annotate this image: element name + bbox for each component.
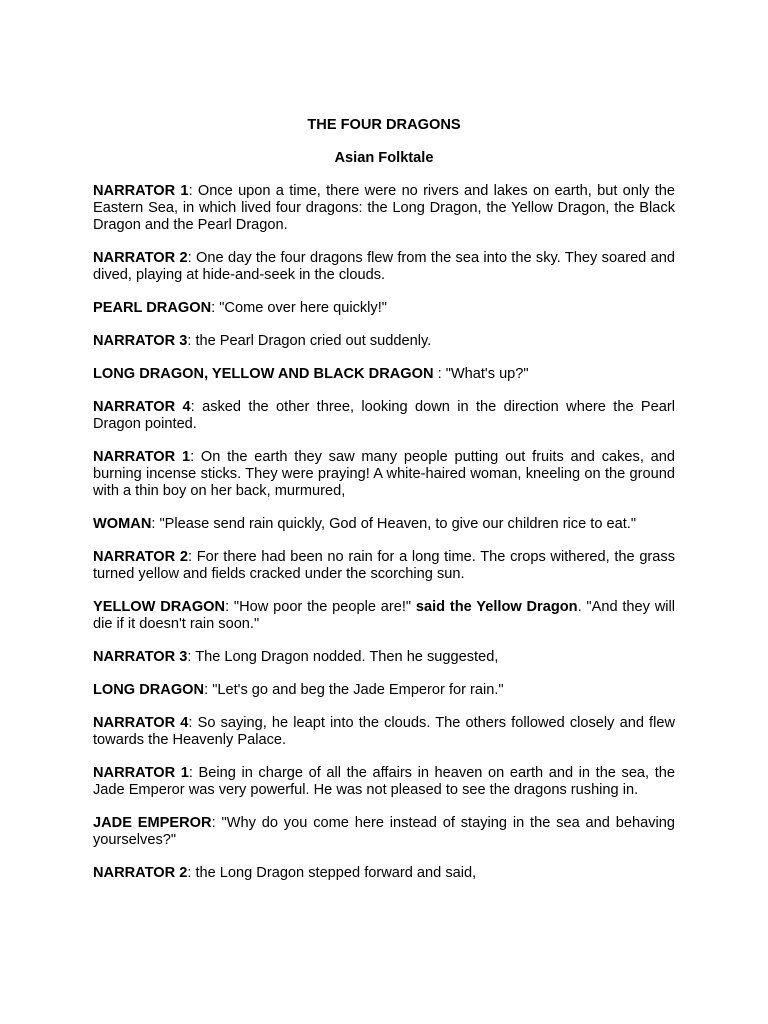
- speaker-label: LONG DRAGON, YELLOW AND BLACK DRAGON: [93, 366, 434, 382]
- speaker-label: PEARL DRAGON: [93, 300, 212, 316]
- dialogue-paragraph: [93, 682, 675, 699]
- speaker-label: NARRATOR 3: [93, 333, 188, 349]
- dialogue-paragraph: [93, 333, 675, 350]
- speaker-label: NARRATOR 1: [93, 183, 189, 199]
- separator: :: [187, 333, 196, 349]
- dialogue-paragraph: [93, 649, 675, 666]
- dialogue-paragraph: [93, 366, 675, 383]
- speaker-label: NARRATOR 4: [93, 399, 191, 415]
- separator: :: [187, 649, 196, 665]
- dialogue-text: the Pearl Dragon cried out suddenly.: [195, 333, 432, 349]
- dialogue-text: "How poor the people are!": [233, 599, 416, 615]
- dialogue-text: asked the other three, looking down in the direction where the Pearl Dragon pointed.: [93, 399, 676, 432]
- separator: :: [188, 765, 199, 781]
- separator: :: [187, 549, 197, 565]
- document-page: [93, 117, 675, 898]
- dialogue-paragraph: [93, 449, 675, 500]
- dialogue-paragraph: [93, 865, 675, 882]
- separator: :: [151, 516, 160, 532]
- dialogue-text: The Long Dragon nodded. Then he suggested,: [195, 649, 499, 665]
- separator: :: [225, 599, 234, 615]
- separator: :: [211, 300, 220, 316]
- separator: :: [188, 183, 198, 199]
- dialogue-paragraph: [93, 765, 675, 799]
- speaker-label: WOMAN: [93, 516, 152, 532]
- dialogue-text: "Let's go and beg the Jade Emperor for rain.": [212, 682, 504, 698]
- dialogue-paragraph: [93, 300, 675, 317]
- speaker-label: NARRATOR 2: [93, 250, 188, 266]
- speaker-label: YELLOW DRAGON: [93, 599, 226, 615]
- document-subtitle: Asian Folktale: [334, 150, 434, 166]
- dialogue-paragraph: [93, 399, 675, 433]
- dialogue-paragraph: [93, 599, 675, 633]
- separator: :: [190, 449, 201, 465]
- dialogue-text: Being in charge of all the affairs in heaven on earth and in the sea, the Jade Emperor was very powerful. He was not pleased to see the dragons rushing in.: [93, 765, 675, 798]
- dialogue-paragraph: [93, 516, 675, 533]
- dialogue-text: So saying, he leapt into the clouds. The others followed closely and flew towards the Heavenly Palace.: [93, 715, 676, 748]
- dialogue-text: "What's up?": [445, 366, 529, 382]
- dialogue-text: Once upon a time, there were no rivers and lakes on earth, but only the Eastern Sea, in which lived four dragons: the Long Dragon, the Yellow Dragon, the Black Dragon and the Pearl Dragon.: [93, 183, 676, 233]
- dialogue-text: "Come over here quickly!": [219, 300, 387, 316]
- separator: :: [187, 865, 196, 881]
- dialogue-paragraph: [93, 183, 675, 234]
- speaker-label: NARRATOR 2: [93, 549, 188, 565]
- separator: :: [187, 250, 197, 266]
- document-title: THE FOUR DRAGONS: [307, 117, 461, 133]
- separator: :: [188, 715, 198, 731]
- speaker-label: JADE EMPEROR: [93, 815, 212, 831]
- separator: :: [433, 366, 446, 382]
- speaker-label: NARRATOR 1: [93, 449, 191, 465]
- dialogue-text: the Long Dragon stepped forward and said,: [195, 865, 477, 881]
- separator: :: [190, 399, 203, 415]
- dialogue-text: "Please send rain quickly, God of Heaven, to give our children rice to eat.": [159, 516, 637, 532]
- dialogue-paragraph: [93, 815, 675, 849]
- dialogue-text: On the earth they saw many people putting out fruits and cakes, and burning incense sticks. They were praying! A white-haired woman, kneeling on the ground with a thin boy on her back, murmured,: [93, 449, 676, 499]
- dialogue-text: "Why do you come here instead of staying in the sea and behaving yourselves?": [93, 815, 676, 848]
- speaker-label: NARRATOR 4: [93, 715, 189, 731]
- speaker-label: NARRATOR 2: [93, 865, 188, 881]
- dialogue-paragraph: [93, 715, 675, 749]
- speaker-label: NARRATOR 3: [93, 649, 188, 665]
- dialogue-paragraph: [93, 250, 675, 284]
- dialogue-text: For there had been no rain for a long time. The crops withered, the grass turned yellow and fields cracked under the scorching sun.: [93, 549, 676, 582]
- dialogue-text: One day the four dragons flew from the sea into the sky. They soared and dived, playing at hide-and-seek in the clouds.: [93, 250, 675, 283]
- speaker-label: NARRATOR 1: [93, 765, 189, 781]
- speaker-label: LONG DRAGON: [93, 682, 205, 698]
- dialogue-text-after: . "And they will die if it doesn't rain soon.": [93, 599, 676, 632]
- separator: :: [211, 815, 222, 831]
- separator: :: [204, 682, 213, 698]
- dialogue-tag-bold: said the Yellow Dragon: [415, 599, 578, 615]
- dialogue-paragraph: [93, 549, 675, 583]
